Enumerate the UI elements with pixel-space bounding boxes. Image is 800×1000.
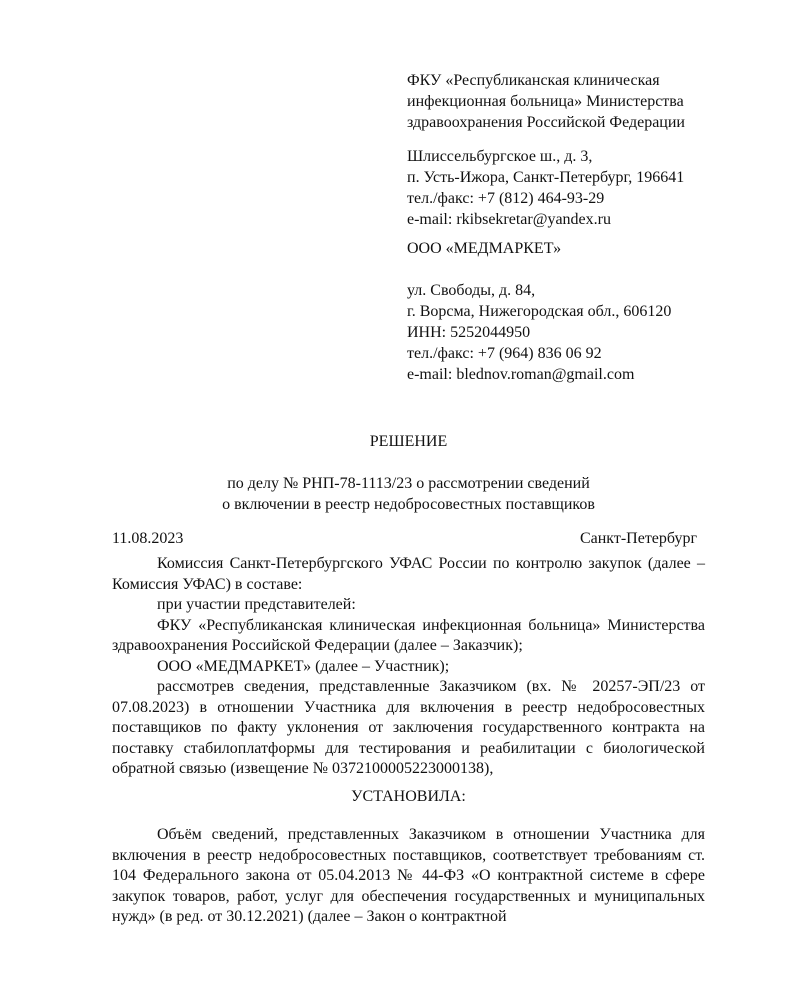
customer-address-line: п. Усть-Ижора, Санкт-Петербург, 196641 — [407, 169, 685, 186]
customer-name-line: ФКУ «Республиканская клиническая — [407, 72, 660, 89]
customer-address-block — [407, 146, 747, 230]
customer-email: e-mail: rkibsekretar@yandex.ru — [407, 211, 611, 228]
body-intro — [112, 554, 705, 780]
paragraph: Комиссия Санкт-Петербургского УФАС России по контролю закупок (далее – Комиссия УФАС) в составе: — [112, 555, 705, 593]
customer-phone: тел./факс: +7 (812) 464-93-29 — [407, 190, 605, 207]
participant-phone: тел./факс: +7 (964) 836 06 92 — [407, 345, 602, 362]
customer-name-line: здравоохранения Российской Федерации — [407, 114, 685, 131]
paragraph: рассмотрев сведения, представленные Заказчиком (вх. № 20257-ЭП/23 от 07.08.2023) в отношении Участника для включения в реестр недобросовестных поставщиков по факту уклонения от заключения государственного контракта на поставку стабилоплатформы для тестирования и реабилитации с биологической обратной связью (извещение № 0372100005223000138), — [112, 678, 705, 777]
document-title: РЕШЕНИЕ — [369, 433, 448, 450]
participant-address-line: г. Ворсма, Нижегородская обл., 606120 — [407, 303, 672, 320]
participant-inn: ИНН: 5252044950 — [407, 324, 531, 341]
customer-name-block — [407, 70, 747, 133]
paragraph: ФКУ «Республиканская клиническая инфекционная больница» Министерства здравоохранения Российской Федерации (далее – Заказчик); — [112, 616, 705, 654]
participant-email: e-mail: blednov.roman@gmail.com — [407, 366, 635, 383]
paragraph: ООО «МЕДМАРКЕТ» (далее – Участник); — [157, 657, 450, 675]
customer-address-line: Шлиссельбургское ш., д. 3, — [407, 148, 593, 165]
document-city: Санкт-Петербург — [579, 530, 697, 547]
participant-name-line: ООО «МЕДМАРКЕТ» — [407, 240, 562, 257]
section-heading: УСТАНОВИЛА: — [351, 788, 466, 805]
participant-address-line: ул. Свободы, д. 84, — [407, 282, 536, 299]
document-date: 11.08.2023 — [112, 530, 184, 547]
subtitle-line: о включении в реестр недобросовестных поставщиков — [222, 496, 595, 513]
document-subtitle — [112, 473, 705, 515]
participant-name-block — [407, 238, 747, 259]
paragraph: Объём сведений, представленных Заказчиком в отношении Участника для включения в реестр недобросовестных поставщиков, соответствует требованиям ст. 104 Федерального закона от 05.04.2013 № 44-ФЗ «О контрактной системе в сфере закупок товаров, работ, услуг для обеспечения государственных и муниципальных нужд» (в ред. от 30.12.2021) (далее – Закон о контрактной — [112, 826, 705, 925]
participant-address-block — [407, 280, 747, 385]
customer-name-line: инфекционная больница» Министерства — [407, 93, 684, 110]
paragraph: при участии представителей: — [157, 596, 356, 613]
body-findings — [112, 825, 705, 928]
subtitle-line: по делу № РНП-78-1113/23 о рассмотрении сведений — [227, 475, 590, 492]
